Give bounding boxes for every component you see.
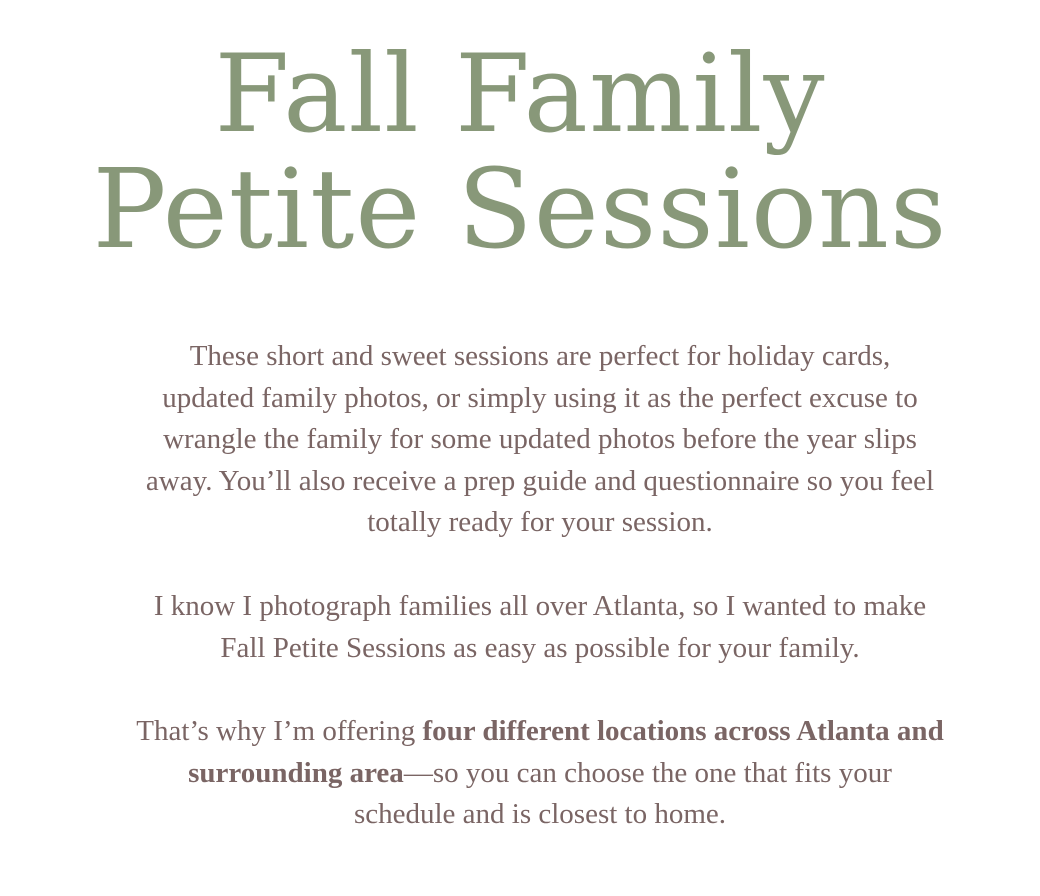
locations-line-2 — [70, 753, 1010, 795]
locations-line-1 — [70, 711, 1010, 753]
locations-highlight-part-2: surrounding area — [188, 756, 404, 789]
intro-line-5: totally ready for your session. — [367, 506, 713, 538]
atlanta-paragraph — [70, 586, 1010, 669]
intro-line-1: These short and sweet sessions are perfect for holiday cards, — [189, 340, 891, 372]
atlanta-line-1: I know I photograph families all over Atlanta, so I wanted to make — [153, 590, 927, 622]
intro-paragraph — [70, 336, 1010, 544]
locations-highlight-part-1: four different locations across Atlanta and — [422, 715, 944, 747]
intro-line-3: wrangle the family for some updated photos before the year slips — [163, 423, 917, 455]
title-line-1: Fall Family — [214, 32, 826, 157]
atlanta-line-2: Fall Petite Sessions as easy as possible for your family. — [220, 631, 860, 664]
intro-line-4: away. You’ll also receive a prep guide and questionnaire so you feel — [145, 464, 935, 497]
locations-paragraph — [70, 711, 1010, 836]
locations-line-1-prefix: That’s why I’m offering — [136, 715, 423, 747]
intro-line-2: updated family photos, or simply using it as the perfect excuse to — [162, 381, 918, 414]
locations-line-3: schedule and is closest to home. — [353, 798, 727, 830]
page-title — [0, 0, 1040, 273]
locations-line-2-suffix: —so you can choose the one that fits your — [403, 756, 892, 789]
title-line-2: Petite Sessions — [92, 145, 948, 273]
